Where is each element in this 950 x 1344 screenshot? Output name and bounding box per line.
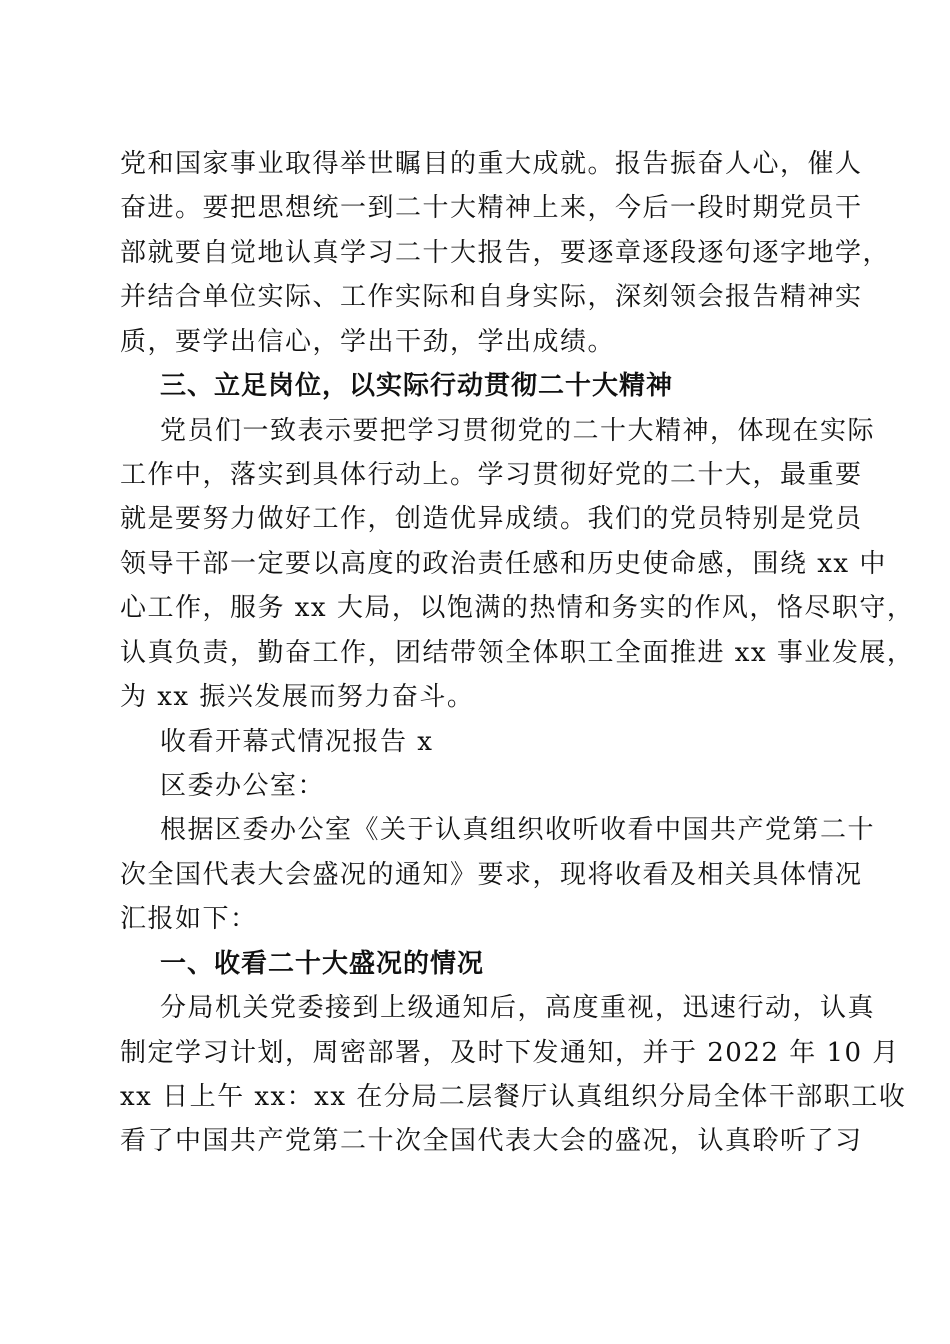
salutation: 区委办公室：	[160, 771, 326, 801]
paragraph-line: 分局机关党委接到上级通知后，高度重视，迅速行动，认真	[160, 993, 876, 1023]
paragraph-line: 工作中，落实到具体行动上。学习贯彻好党的二十大，最重要	[120, 460, 863, 490]
paragraph-line: 奋进。要把思想统一到二十大精神上来，今后一段时期党员干	[120, 193, 863, 223]
paragraph-line: 心工作，服务 xx 大局，以饱满的热情和务实的作风，恪尽职守，	[120, 593, 915, 623]
paragraph-line: xx 日上午 xx：xx 在分局二层餐厅认真组织分局全体干部职工收	[120, 1082, 907, 1112]
section-heading: 三、立足岗位，以实际行动贯彻二十大精神	[160, 371, 674, 401]
section-heading: 一、收看二十大盛况的情况	[160, 949, 485, 979]
paragraph-line: 部就要自觉地认真学习二十大报告，要逐章逐段逐句逐字地学，	[120, 238, 891, 268]
paragraph-line: 领导干部一定要以高度的政治责任感和历史使命感，围绕 xx 中	[120, 549, 887, 579]
paragraph-line: 根据区委办公室《关于认真组织收听收看中国共产党第二十	[160, 815, 876, 845]
paragraph-line: 党和国家事业取得举世瞩目的重大成就。报告振奋人心，催人	[120, 149, 863, 179]
paragraph-line: 制定学习计划，周密部署，及时下发通知，并于 2022 年 10 月	[120, 1038, 900, 1068]
paragraph-line: 质，要学出信心，学出干劲，学出成绩。	[120, 327, 616, 357]
paragraph-line: 就是要努力做好工作，创造优异成绩。我们的党员特别是党员	[120, 504, 863, 534]
paragraph-line: 次全国代表大会盛况的通知》要求，现将收看及相关具体情况	[120, 860, 863, 890]
report-title: 收看开幕式情况报告 x	[160, 727, 434, 757]
paragraph-line: 为 xx 振兴发展而努力奋斗。	[120, 682, 475, 712]
paragraph-line: 并结合单位实际、工作实际和自身实际，深刻领会报告精神实	[120, 282, 863, 312]
paragraph-line: 看了中国共产党第二十次全国代表大会的盛况，认真聆听了习	[120, 1126, 863, 1156]
paragraph-line: 汇报如下：	[120, 904, 258, 934]
paragraph-line: 党员们一致表示要把学习贯彻党的二十大精神，体现在实际	[160, 416, 876, 446]
paragraph-line: 认真负责，勤奋工作，团结带领全体职工全面推进 xx 事业发展，	[120, 638, 915, 668]
